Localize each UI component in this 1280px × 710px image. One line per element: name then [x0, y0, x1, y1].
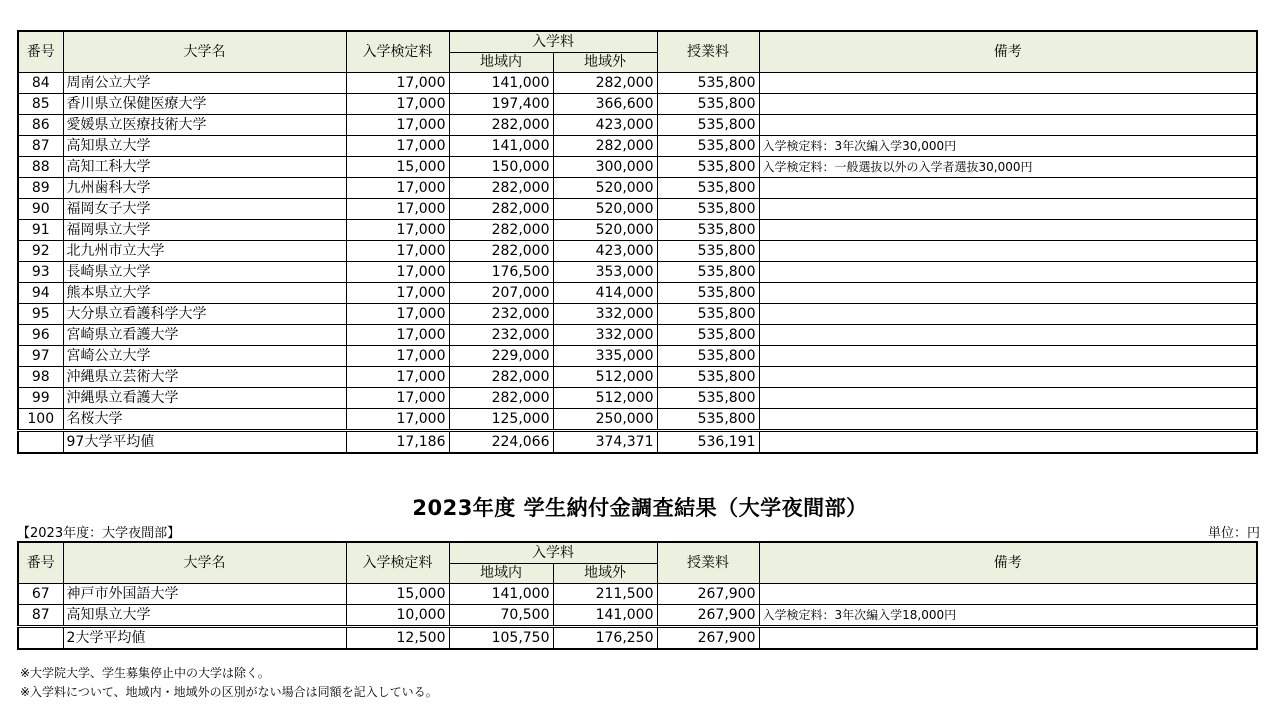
cell-remarks	[759, 178, 1257, 199]
cell-nonlocal-fee: 353,000	[553, 262, 657, 283]
cell-tuition: 535,800	[657, 157, 759, 178]
cell-local-fee: 197,400	[449, 94, 553, 115]
header-tuition: 授業料	[657, 542, 759, 584]
cell-tuition: 535,800	[657, 73, 759, 94]
cell-exam-fee: 15,000	[346, 157, 449, 178]
cell-local-fee: 105,750	[449, 627, 553, 650]
cell-no: 85	[18, 94, 63, 115]
cell-exam-fee: 17,000	[346, 199, 449, 220]
cell-local-fee: 141,000	[449, 584, 553, 605]
cell-local-fee: 232,000	[449, 304, 553, 325]
cell-tuition: 535,800	[657, 367, 759, 388]
table-row	[18, 584, 1257, 605]
cell-university-name: 高知工科大学	[63, 157, 346, 178]
header-local: 地域内	[449, 564, 553, 584]
cell-exam-fee: 17,000	[346, 346, 449, 367]
cell-university-name: 名桜大学	[63, 409, 346, 431]
cell-university-name: 沖縄県立看護大学	[63, 388, 346, 409]
cell-exam-fee: 17,186	[346, 431, 449, 454]
cell-no: 90	[18, 199, 63, 220]
table-row	[18, 388, 1257, 409]
cell-tuition: 535,800	[657, 388, 759, 409]
cell-tuition: 535,800	[657, 325, 759, 346]
cell-university-name: 沖縄県立芸術大学	[63, 367, 346, 388]
cell-remarks	[759, 73, 1257, 94]
table-caption: 【2023年度：大学夜間部】	[17, 526, 181, 541]
cell-nonlocal-fee: 141,000	[553, 605, 657, 627]
header-exam-fee: 入学検定料	[346, 542, 449, 584]
average-row	[18, 627, 1257, 650]
cell-local-fee: 282,000	[449, 178, 553, 199]
cell-exam-fee: 17,000	[346, 409, 449, 431]
cell-local-fee: 282,000	[449, 220, 553, 241]
header-exam-fee: 入学検定料	[346, 31, 449, 73]
cell-university-name: 周南公立大学	[63, 73, 346, 94]
cell-university-name: 宮崎公立大学	[63, 346, 346, 367]
cell-university-name: 2大学平均値	[63, 627, 346, 650]
cell-no: 84	[18, 73, 63, 94]
cell-local-fee: 150,000	[449, 157, 553, 178]
cell-remarks: 入学検定料：3年次編入学30,000円	[759, 136, 1257, 157]
cell-tuition: 267,900	[657, 584, 759, 605]
cell-tuition: 535,800	[657, 409, 759, 431]
cell-tuition: 535,800	[657, 178, 759, 199]
cell-university-name: 香川県立保健医療大学	[63, 94, 346, 115]
cell-remarks	[759, 367, 1257, 388]
cell-nonlocal-fee: 374,371	[553, 431, 657, 454]
header-nonlocal: 地域外	[553, 53, 657, 73]
cell-remarks	[759, 584, 1257, 605]
cell-exam-fee: 12,500	[346, 627, 449, 650]
cell-nonlocal-fee: 520,000	[553, 178, 657, 199]
cell-university-name: 大分県立看護科学大学	[63, 304, 346, 325]
cell-tuition: 535,800	[657, 220, 759, 241]
cell-remarks: 入学検定料：一般選抜以外の入学者選抜30,000円	[759, 157, 1257, 178]
daytime-fees-table	[17, 30, 1258, 454]
cell-tuition: 535,800	[657, 115, 759, 136]
cell-nonlocal-fee: 512,000	[553, 388, 657, 409]
cell-local-fee: 282,000	[449, 388, 553, 409]
cell-local-fee: 125,000	[449, 409, 553, 431]
cell-no: 87	[18, 605, 63, 627]
cell-tuition: 535,800	[657, 346, 759, 367]
cell-tuition: 535,800	[657, 283, 759, 304]
cell-nonlocal-fee: 414,000	[553, 283, 657, 304]
cell-no	[18, 627, 63, 650]
cell-exam-fee: 17,000	[346, 388, 449, 409]
table-row	[18, 199, 1257, 220]
cell-tuition: 267,900	[657, 627, 759, 650]
cell-no: 93	[18, 262, 63, 283]
table-row	[18, 157, 1257, 178]
table-row	[18, 304, 1257, 325]
cell-no: 88	[18, 157, 63, 178]
cell-local-fee: 282,000	[449, 199, 553, 220]
cell-university-name: 長崎県立大学	[63, 262, 346, 283]
cell-remarks	[759, 409, 1257, 431]
cell-tuition: 535,800	[657, 241, 759, 262]
cell-tuition: 535,800	[657, 136, 759, 157]
footnotes	[20, 664, 438, 702]
header-remarks: 備考	[759, 542, 1257, 584]
cell-remarks	[759, 241, 1257, 262]
footnote: ※入学料について、地域内・地域外の区別がない場合は同額を記入している。	[20, 685, 438, 699]
header-no: 番号	[18, 542, 63, 584]
cell-exam-fee: 17,000	[346, 241, 449, 262]
cell-remarks	[759, 627, 1257, 650]
cell-nonlocal-fee: 423,000	[553, 115, 657, 136]
cell-local-fee: 224,066	[449, 431, 553, 454]
cell-remarks	[759, 431, 1257, 454]
header-no: 番号	[18, 31, 63, 73]
cell-university-name: 97大学平均値	[63, 431, 346, 454]
cell-local-fee: 176,500	[449, 262, 553, 283]
cell-nonlocal-fee: 282,000	[553, 73, 657, 94]
header-local: 地域内	[449, 53, 553, 73]
cell-exam-fee: 17,000	[346, 178, 449, 199]
cell-remarks	[759, 325, 1257, 346]
cell-exam-fee: 17,000	[346, 283, 449, 304]
cell-remarks	[759, 283, 1257, 304]
cell-no	[18, 431, 63, 454]
cell-no: 86	[18, 115, 63, 136]
cell-no: 99	[18, 388, 63, 409]
cell-exam-fee: 17,000	[346, 136, 449, 157]
cell-remarks	[759, 346, 1257, 367]
cell-remarks	[759, 220, 1257, 241]
unit-label: 単位：円	[1207, 526, 1260, 541]
table-row	[18, 94, 1257, 115]
cell-remarks	[759, 388, 1257, 409]
cell-local-fee: 232,000	[449, 325, 553, 346]
cell-university-name: 神戸市外国語大学	[63, 584, 346, 605]
cell-nonlocal-fee: 250,000	[553, 409, 657, 431]
cell-exam-fee: 17,000	[346, 325, 449, 346]
cell-no: 89	[18, 178, 63, 199]
cell-tuition: 535,800	[657, 199, 759, 220]
cell-local-fee: 141,000	[449, 136, 553, 157]
cell-exam-fee: 17,000	[346, 304, 449, 325]
header-name: 大学名	[63, 31, 346, 73]
cell-nonlocal-fee: 332,000	[553, 325, 657, 346]
cell-no: 95	[18, 304, 63, 325]
cell-no: 91	[18, 220, 63, 241]
table-row	[18, 136, 1257, 157]
cell-no: 100	[18, 409, 63, 431]
section-title: 2023年度 学生納付金調査結果（大学夜間部）	[412, 496, 868, 520]
cell-remarks	[759, 115, 1257, 136]
header-tuition: 授業料	[657, 31, 759, 73]
average-row	[18, 431, 1257, 454]
table-row	[18, 346, 1257, 367]
cell-nonlocal-fee: 211,500	[553, 584, 657, 605]
cell-no: 97	[18, 346, 63, 367]
cell-university-name: 北九州市立大学	[63, 241, 346, 262]
cell-university-name: 福岡県立大学	[63, 220, 346, 241]
cell-remarks	[759, 304, 1257, 325]
cell-remarks	[759, 94, 1257, 115]
cell-tuition: 535,800	[657, 262, 759, 283]
cell-exam-fee: 17,000	[346, 94, 449, 115]
header-nonlocal: 地域外	[553, 564, 657, 584]
cell-university-name: 福岡女子大学	[63, 199, 346, 220]
table-row	[18, 241, 1257, 262]
header-remarks: 備考	[759, 31, 1257, 73]
cell-local-fee: 70,500	[449, 605, 553, 627]
cell-exam-fee: 17,000	[346, 262, 449, 283]
cell-exam-fee: 10,000	[346, 605, 449, 627]
night-fees-table	[17, 541, 1258, 650]
cell-remarks: 入学検定料：3年次編入学18,000円	[759, 605, 1257, 627]
cell-remarks	[759, 262, 1257, 283]
cell-university-name: 熊本県立大学	[63, 283, 346, 304]
header-admission-fee: 入学料	[449, 31, 657, 53]
cell-local-fee: 282,000	[449, 115, 553, 136]
cell-remarks	[759, 199, 1257, 220]
cell-university-name: 高知県立大学	[63, 605, 346, 627]
cell-local-fee: 229,000	[449, 346, 553, 367]
cell-local-fee: 282,000	[449, 367, 553, 388]
cell-local-fee: 141,000	[449, 73, 553, 94]
header-admission-fee: 入学料	[449, 542, 657, 564]
cell-nonlocal-fee: 366,600	[553, 94, 657, 115]
cell-university-name: 宮崎県立看護大学	[63, 325, 346, 346]
cell-no: 87	[18, 136, 63, 157]
cell-university-name: 九州歯科大学	[63, 178, 346, 199]
cell-university-name: 愛媛県立医療技術大学	[63, 115, 346, 136]
cell-nonlocal-fee: 332,000	[553, 304, 657, 325]
table-row	[18, 325, 1257, 346]
cell-nonlocal-fee: 423,000	[553, 241, 657, 262]
cell-exam-fee: 17,000	[346, 367, 449, 388]
table-row	[18, 220, 1257, 241]
cell-exam-fee: 17,000	[346, 220, 449, 241]
cell-no: 98	[18, 367, 63, 388]
cell-exam-fee: 17,000	[346, 115, 449, 136]
table-row	[18, 605, 1257, 627]
cell-tuition: 536,191	[657, 431, 759, 454]
cell-tuition: 535,800	[657, 304, 759, 325]
cell-nonlocal-fee: 520,000	[553, 199, 657, 220]
table-row	[18, 367, 1257, 388]
cell-no: 67	[18, 584, 63, 605]
table-row	[18, 262, 1257, 283]
cell-nonlocal-fee: 335,000	[553, 346, 657, 367]
cell-exam-fee: 15,000	[346, 584, 449, 605]
table-row	[18, 115, 1257, 136]
cell-exam-fee: 17,000	[346, 73, 449, 94]
table-row	[18, 178, 1257, 199]
cell-nonlocal-fee: 520,000	[553, 220, 657, 241]
cell-tuition: 267,900	[657, 605, 759, 627]
table-row	[18, 409, 1257, 431]
footnote: ※大学院大学、学生募集停止中の大学は除く。	[20, 666, 270, 680]
cell-nonlocal-fee: 176,250	[553, 627, 657, 650]
cell-nonlocal-fee: 300,000	[553, 157, 657, 178]
cell-no: 96	[18, 325, 63, 346]
cell-nonlocal-fee: 512,000	[553, 367, 657, 388]
table-row	[18, 283, 1257, 304]
cell-no: 92	[18, 241, 63, 262]
table-row	[18, 73, 1257, 94]
cell-university-name: 高知県立大学	[63, 136, 346, 157]
header-name: 大学名	[63, 542, 346, 584]
cell-no: 94	[18, 283, 63, 304]
cell-tuition: 535,800	[657, 94, 759, 115]
cell-local-fee: 207,000	[449, 283, 553, 304]
cell-nonlocal-fee: 282,000	[553, 136, 657, 157]
cell-local-fee: 282,000	[449, 241, 553, 262]
